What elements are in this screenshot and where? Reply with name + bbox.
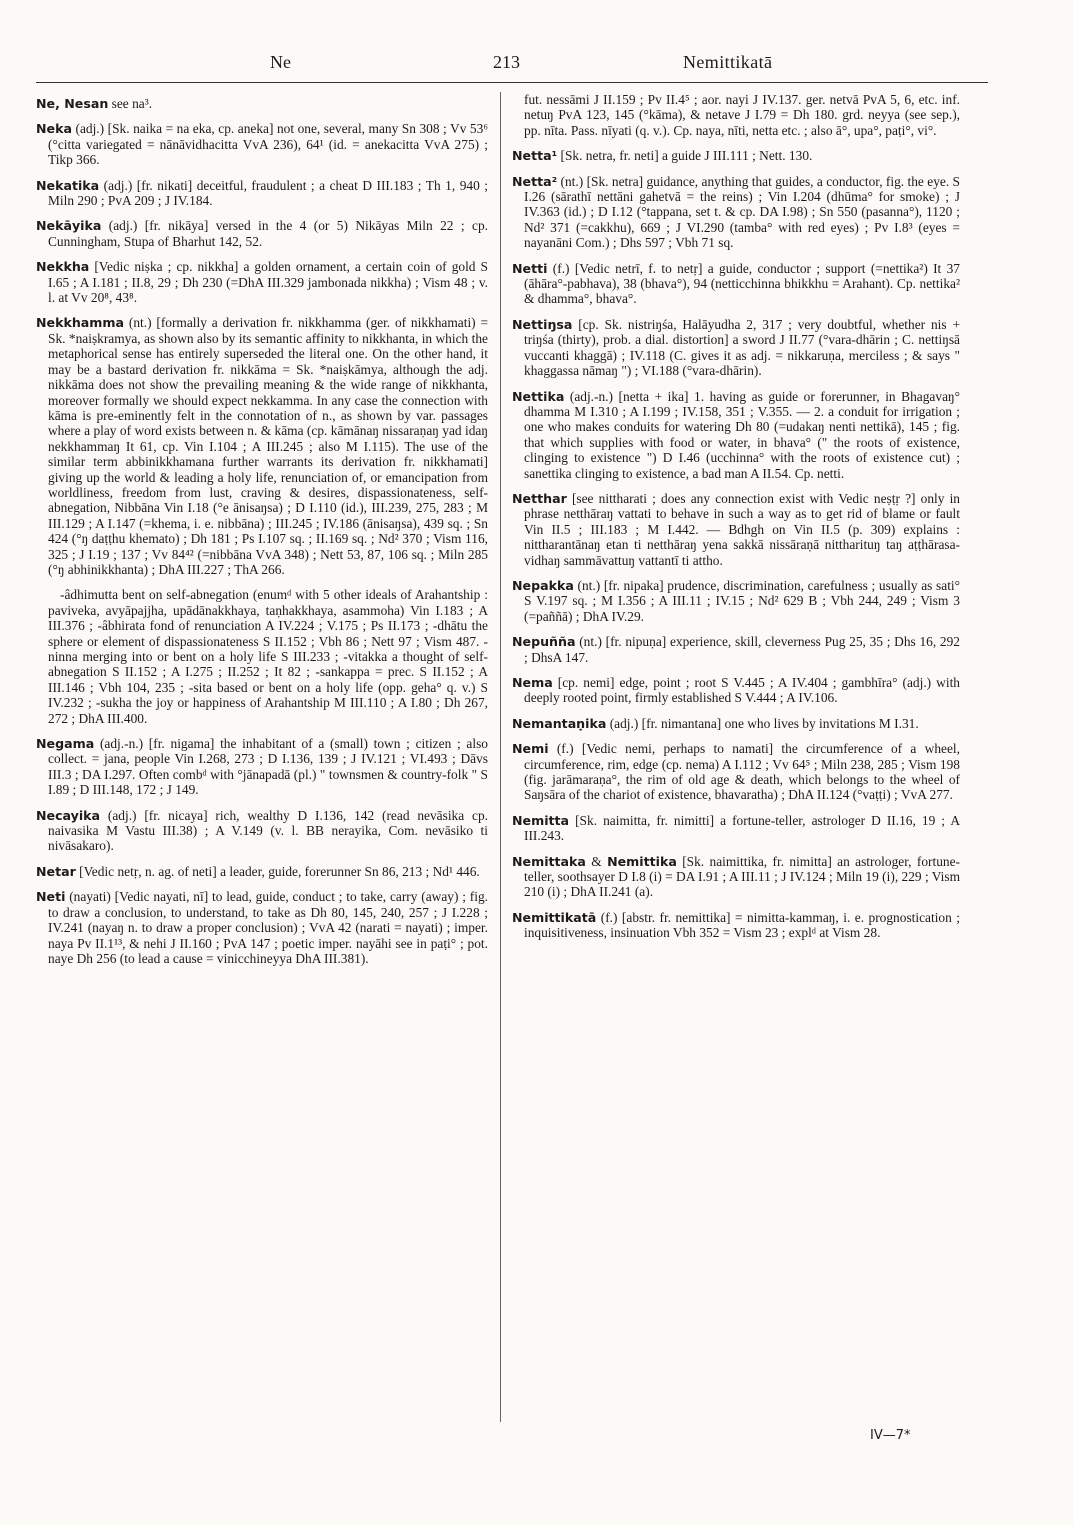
dictionary-entry bbox=[36, 259, 488, 305]
entry-body: [cp. Sk. nistriŋśa, Halāyudha 2, 317 ; very doubtful, whether nis + triŋśa (thirty), prob. a dial. distortion] a sword J II.77 (°vara-dhārin ; C. nettiŋsā vuccanti khaggā) ; IV.118 (C. gives it as adj. = nikkaruṇa, merciless ; & says " khaggassa nāmaŋ ") ; VI.188 (°vara-dhārin). bbox=[524, 316, 960, 379]
dictionary-entry bbox=[512, 148, 960, 163]
entry-headword: Netta¹ bbox=[512, 148, 558, 164]
dictionary-entry bbox=[36, 96, 488, 111]
entry-headword: Neti bbox=[36, 889, 66, 905]
entry-headword: Necayika bbox=[36, 807, 101, 823]
entry-headword: Nemittaka bbox=[512, 853, 586, 869]
dictionary-entry bbox=[512, 854, 960, 900]
entry-body: & bbox=[585, 853, 608, 869]
dictionary-entry bbox=[36, 808, 488, 854]
dictionary-entry bbox=[512, 716, 960, 731]
entry-body: (f.) [Vedic nemi, perhaps to namati] the circumference of a wheel, circumference, rim, edge (cp. nema) A I.112 ; Vv 64⁵ ; Miln 238, 285 ; Vism 198 (fig. jarāmaraṇa°, the rim of old age & death, which belongs to the wheel of Saŋsāra of the chariot of existence, bhavaratha) ; DhA II.124 (°vaṭṭi) ; VvA 277. bbox=[524, 741, 960, 803]
dictionary-entry bbox=[512, 910, 960, 941]
dictionary-entry bbox=[512, 92, 960, 138]
dictionary-entry bbox=[36, 864, 488, 879]
entry-headword: Negama bbox=[36, 736, 95, 752]
entry-headword: Ne, Nesan bbox=[36, 96, 109, 111]
dictionary-entry bbox=[36, 178, 488, 209]
entry-body: (adj.) [fr. nicaya] rich, wealthy D I.136, 142 (read nevāsika cp. naivasika M Vastu III.38) ; A V.149 (v. l. BB nerayika, Com. nevāsiko ti nivāsakaro). bbox=[48, 807, 488, 854]
entry-headword: Nepuñña bbox=[512, 634, 576, 650]
dictionary-entry bbox=[512, 578, 960, 624]
entry-body: [see nittharati ; does any connection exist with Vedic neṣṭṛ ?] only in phrase netthāraŋ vattati to behave in such a way as to get rid of blame or fault Vin II.5 ; III.183 ; M I.442. — Bdhgh on Vin II.5 (p. 309) explains : nittharantānaŋ etan ti netthāraŋ yena sakkā nissāraṇā nittharituŋ taŋ aṭṭhārasa-vidhaŋ sammāvattuŋ vattantī ti attho. bbox=[524, 490, 960, 568]
entry-headword: Nekatika bbox=[36, 177, 100, 193]
dictionary-entry bbox=[512, 317, 960, 379]
entry-body: (nt.) [Sk. netra] guidance, anything that guides, a conductor, fig. the eye. S I.26 (sārathī nettāni gahetvā = the reins) ; Vin I.204 (dhūma° for smoke) ; J IV.363 (id.) ; D I.12 (°tappana, set t. & cp. DA I.98) ; Sn 550 (pasanna°), 1120 ; Nd² 371 (=cakkhu), 669 ; J VI.290 (tamba° with red eyes) ; Pv I.8³ (eyes = nayanāni Com.) ; Dhs 597 ; Vbh 71 sq. bbox=[524, 173, 960, 251]
right-column bbox=[512, 92, 960, 951]
left-column bbox=[36, 96, 488, 976]
dictionary-entry bbox=[512, 813, 960, 844]
header-rule bbox=[36, 82, 988, 83]
column-divider bbox=[500, 92, 501, 1422]
entry-body: (adj.) [fr. nikati] deceitful, fraudulent ; a cheat D III.183 ; Th 1, 940 ; Miln 290 ; PvA 209 ; J IV.184. bbox=[48, 177, 488, 209]
dictionary-entry bbox=[36, 889, 488, 966]
entry-headword: Netthar bbox=[512, 490, 567, 506]
entry-body: (nayati) [Vedic nayati, nī] to lead, guide, conduct ; to take, carry (away) ; fig. to draw a conclusion, to understand, to take as Dh 80, 145, 240, 257 ; J I.228 ; IV.241 (nayaŋ n. to draw a proper conclusion) ; VvA 42 (narati = nayati) ; imper. naya Pv II.1¹³, & nehi J II.160 ; PvA 147 ; poetic imper. nayāhi see in paṭi° ; pot. naye Dh 256 (to lead a cause = vinicchineyya DhA III.381). bbox=[48, 889, 488, 966]
dictionary-entry bbox=[512, 675, 960, 706]
entry-body: [Sk. naimitta, fr. nimitti] a fortune-teller, astrologer D II.16, 19 ; A III.243. bbox=[524, 812, 960, 844]
entry-body: (f.) [Vedic netrī, f. to netṛ] a guide, conductor ; support (=nettika²) It 37 (āhāra°-pabhava), 38 (bhava°), 94 (netticchinna bhikkhu = Arahant). Cp. nettika² & dhamma°, bhava°. bbox=[524, 260, 960, 307]
entry-headword: Neka bbox=[36, 121, 72, 137]
dictionary-entry bbox=[512, 634, 960, 665]
dictionary-entry bbox=[36, 315, 488, 577]
dictionary-entry bbox=[36, 736, 488, 798]
entry-headword: Nettika bbox=[512, 388, 565, 404]
entry-body: [Vedic netṛ, n. ag. of neti] a leader, guide, forerunner Sn 86, 213 ; Nd¹ 446. bbox=[75, 863, 480, 879]
dictionary-entry bbox=[512, 261, 960, 307]
entry-headword: Nekāyika bbox=[36, 218, 102, 234]
entry-body: fut. nessāmi J II.159 ; Pv II.4⁵ ; aor. nayi J IV.137. ger. netvā PvA 5, 6, etc. inf. netuŋ PvA 123, 145 (°kāma), & netave J I.79 = Dh 180. grd. neyya (see sep.), pp. nīta. Pass. nīyati (q. v.). Cp. naya, nīti, netta etc. ; also ā°, upa°, paṭi°, vi°. bbox=[524, 92, 960, 138]
entry-headword: Nekkhamma bbox=[36, 315, 125, 331]
entry-body: -âdhimutta bent on self-abnegation (enumᵈ with 5 other ideals of Arahantship : paviveka, avyāpajjha, upādānakkhaya, taṇhakkhaya, asammoha) Vin I.183 ; A III.376 ; -âbhirata fond of renunciation A IV.224 ; V.175 ; Ps II.173 ; -dhātu the sphere or element of dispassionateness S II.152 ; Vbh 86 ; Nett 97 ; Vism 487. -ninna merging into or bent on a holy life S III.233 ; -vitakka a thought of self-abnegation S II.152 ; A I.275 ; II.252 ; It 82 ; -sankappa = prec. S II.152 ; A III.146 ; Vbh 104, 235 ; -sita based or bent on a holy life (opp. geha° q. v.) S IV.232 ; -sukha the joy or happiness of Arahantship M III.110 ; A I.80 ; Dh 267, 272 ; DhA III.400. bbox=[48, 587, 488, 726]
compound-list bbox=[36, 587, 488, 726]
entry-headword: Nepakka bbox=[512, 577, 574, 593]
header-left-guideword: Ne bbox=[270, 52, 291, 72]
entry-body: (adj.-n.) [fr. nigama] the inhabitant of a (small) town ; citizen ; also collect. = jana, people Vin I.268, 273 ; D I.136, 139 ; J IV.121 ; VI.493 ; Dāvs III.3 ; DA I.297. Often combᵈ with °jānapadā (pl.) " townsmen & country-folk " S I.89 ; D III.148, 172 ; J 149. bbox=[48, 736, 488, 798]
entry-body: [Vedic niṣka ; cp. nikkha] a golden ornament, a certain coin of gold S I.65 ; A I.181 ; II.8, 29 ; Dh 230 (=DhA III.329 jambonada nikkha) ; Vism 48 ; v. l. at Vv 20⁸, 43⁸. bbox=[48, 259, 488, 306]
dictionary-entry bbox=[36, 218, 488, 249]
entry-headword: Nemitta bbox=[512, 812, 570, 828]
page-number: 213 bbox=[493, 52, 520, 72]
dictionary-entry bbox=[512, 174, 960, 251]
entry-headword: Nekkha bbox=[36, 259, 90, 275]
entry-body: [Sk. naimittika, fr. nimitta] an astrologer, fortune-teller, soothsayer D I.8 (i) = DA I.91 ; A III.11 ; J IV.124 ; Miln 19 (i), 229 ; Vism 210 (i) ; DhA II.241 (a). bbox=[524, 853, 960, 900]
dictionary-entry bbox=[512, 491, 960, 568]
entry-headword: Nema bbox=[512, 675, 553, 690]
entry-headword: Nemantaṇika bbox=[512, 715, 607, 731]
entry-headword: Nemi bbox=[512, 741, 549, 757]
dictionary-entry bbox=[512, 389, 960, 481]
entry-headword: Nemittikatā bbox=[512, 909, 597, 925]
entry-headword: Nemittika bbox=[607, 853, 677, 869]
entry-body: [Sk. netra, fr. neti] a guide J III.111 ; Nett. 130. bbox=[557, 148, 813, 164]
entry-headword: Netti bbox=[512, 260, 548, 276]
entry-body: (adj.) [Sk. naika = na eka, cp. aneka] not one, several, many Sn 308 ; Vv 53⁶ (°citta variegated = nānāvidhacitta VvA 236), 64¹ (id. = anekacitta VvA 275) ; Tikp 366. bbox=[48, 121, 488, 168]
entry-body: see na³. bbox=[108, 96, 153, 111]
entry-headword: Netar bbox=[36, 863, 76, 879]
header-right-guideword: Nemittikatā bbox=[683, 52, 773, 72]
entry-body: (adj.-n.) [netta + ika] 1. having as guide or forerunner, in Bhagavaŋ° dhamma M I.310 ; A I.199 ; IV.158, 351 ; V.355. — 2. a conduit for irrigation ; one who makes conduits for watering Dh 80 (=udakaŋ nenti nettikā), 145 ; fig. that which supplies with food or water, in bhava° (" the roots of existence, clinging to existence ") D I.46 (ucchinna° with the roots of existence cut) ; sanettika clinging to existence, a bad man A II.54. Cp. netti. bbox=[524, 388, 960, 481]
entry-body: (nt.) [fr. nipaka] prudence, discrimination, carefulness ; usually as sati° S V.197 sq. ; M I.356 ; A III.11 ; IV.15 ; Nd² 629 B ; Vbh 244, 249 ; Vism 3 (=paññā) ; DhA IV.29. bbox=[524, 577, 960, 624]
page-header bbox=[38, 52, 1038, 82]
entry-body: (adj.) [fr. nimantana] one who lives by invitations M I.31. bbox=[606, 715, 919, 731]
entry-body: (nt.) [formally a derivation fr. nikkhamma (ger. of nikkhamati) = Sk. *naiṣkramya, as shown also by its semantic affinity to nikkhanta, in which the metaphorical sense has entirely superseded the literal one. On the other hand, it may be a bastard derivation fr. nikkāma = Sk. *naiṣkāmya, although the adj. nikkāma does not show the prevailing meaning & the wide range of nikkhanta, moreover formally we should expect nekkamma. In any case the connection with kāma is pre-eminently felt in the connotation of n., as shown by var. passages where a play of word exists between n. & kāma (cp. kāmānaŋ nissaraṇaŋ yad idaŋ nekkhammaŋ It 61, cp. Vin I.104 ; A III.245 ; also M I.115). The use of the similar term abbinikkhamana further warrants its derivation fr. nikkhamati] giving up the world & leading a holy life, renunciation of, or emancipation from worldliness, freedom from lust, craving & desires, dispassionateness, self-abnegation, Nibbāna Vin I.18 (°e ānisaŋsa) ; D I.110 (id.), III.239, 275, 283 ; M III.129 ; A I.147 (=khema, i. e. nibbāna) ; III.245 ; IV.186 (ānisaŋsa), 439 sq. ; Sn 424 (°ŋ daṭṭhu khemato) ; Dh 181 ; Ps I.107 sq. ; II.169 sq. ; Nd² 370 ; Vism 116, 325 ; J I.19 ; 137 ; Vv 84⁴² (=nibbāna VvA 348) ; Nett 53, 87, 106 sq. ; Miln 285 (°ŋ abhinikkhanta) ; DhA III.227 ; ThA 266. bbox=[48, 315, 488, 577]
printer-signature: IV—7* bbox=[870, 1428, 911, 1443]
dictionary-entry bbox=[36, 121, 488, 167]
entry-body: (f.) [abstr. fr. nemittika] = nimitta-kammaŋ, i. e. prognostication ; inquisitiveness, insinuation Vbh 352 = Vism 23 ; explᵈ at Vism 28. bbox=[524, 909, 960, 941]
entry-headword: Nettiŋsa bbox=[512, 316, 573, 332]
entry-headword: Netta² bbox=[512, 173, 558, 189]
dictionary-entry bbox=[512, 741, 960, 803]
entry-body: (adj.) [fr. nikāya] versed in the 4 (or 5) Nikāyas Miln 22 ; cp. Cunningham, Stupa of Bharhut 142, 52. bbox=[48, 218, 488, 249]
entry-body: (nt.) [fr. nipuṇa] experience, skill, cleverness Pug 25, 35 ; Dhs 16, 292 ; DhsA 147. bbox=[524, 634, 960, 665]
entry-body: [cp. nemi] edge, point ; root S V.445 ; A IV.404 ; gambhīra° (adj.) with deeply rooted point, firmly established S V.444 ; A IV.106. bbox=[524, 675, 960, 706]
